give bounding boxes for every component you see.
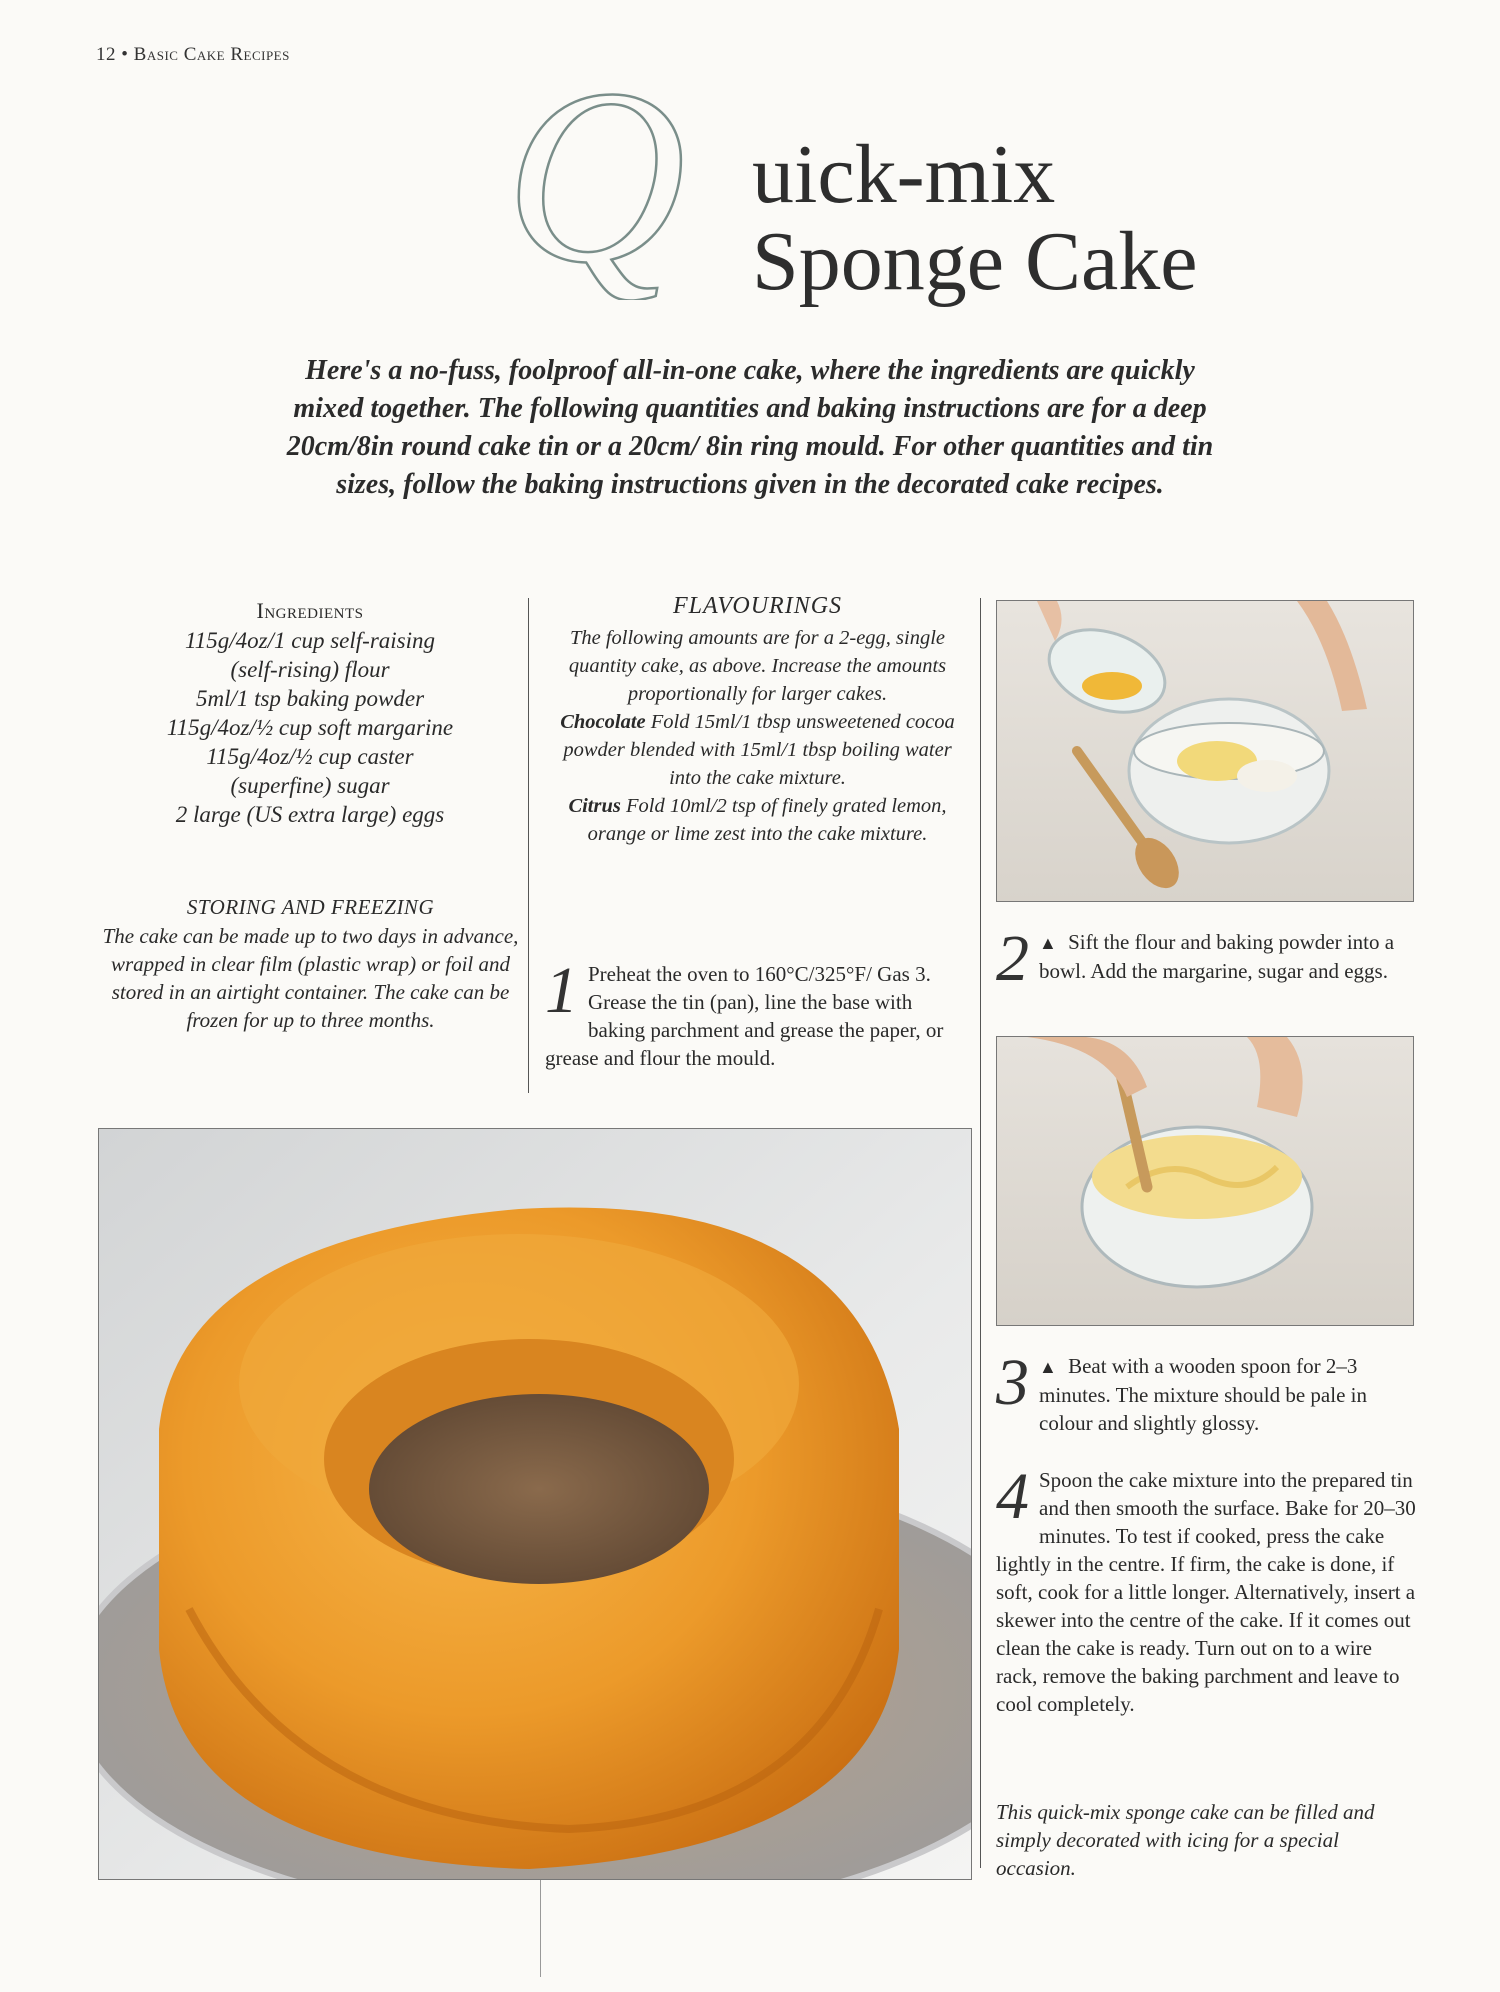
arrow-up-icon: ▲: [1039, 933, 1057, 953]
step-text: Spoon the cake mixture into the prepared tin and then smooth the surface. Bake for 20–30 minutes. To test if cooked, press the cake lightly in the centre. If firm, the cake is done, if soft, cook for a little longer. Alternatively, insert a skewer into the centre of the cake. If it comes out clean the cake is ready. Turn out on to a wire rack, remove the baking parchment and leave to cool completely.: [996, 1468, 1416, 1716]
flavourings-intro: The following amounts are for a 2-egg, single quantity cake, as above. Increase the amounts proportionally for larger cakes.: [568, 627, 947, 705]
drop-cap-letter: Q: [505, 70, 686, 300]
step-number: 3: [996, 1346, 1029, 1419]
column-divider: [980, 598, 981, 1868]
storing-heading: STORING AND FREEZING: [186, 895, 435, 919]
step-4: [996, 1460, 1418, 1718]
step-2: [996, 922, 1416, 995]
ingredient-item: 115g/4oz/1 cup self-raising: [184, 628, 435, 653]
flavourings-panel: [545, 593, 970, 848]
gutter-mark: [540, 1877, 541, 1977]
storing-text: The cake can be made up to two days in advance, wrapped in clear film (plastic wrap) or foil and stored in an airtight container. The cake can be frozen for up to three months.: [102, 924, 519, 1032]
flavour-citrus: [545, 792, 970, 848]
arrow-up-icon: ▲: [1039, 1357, 1057, 1377]
ingredient-item: 2 large (US extra large) eggs: [175, 802, 445, 827]
page-number: 12: [96, 44, 116, 65]
title-drop-cap: [495, 70, 725, 300]
ingredients-list: [100, 626, 520, 829]
ingredients-panel: [100, 598, 520, 829]
storing-panel: [98, 895, 523, 1034]
page-title-line-1: uick-mix: [752, 128, 1056, 221]
step-number: 4: [996, 1460, 1029, 1533]
flavour-chocolate: [545, 708, 970, 792]
ingredient-item: 5ml/1 tsp baking powder: [195, 686, 425, 711]
step-number: 1: [545, 954, 578, 1027]
column-divider: [528, 598, 529, 1093]
flavour-label: Citrus: [568, 795, 621, 817]
flavour-text: Fold 15ml/1 tbsp unsweetened cocoa powder blended with 15ml/1 tbsp boiling water into the cake mixture.: [563, 711, 955, 789]
step-text: Sift the flour and baking powder into a bowl. Add the margarine, sugar and eggs.: [1039, 930, 1395, 983]
photo-caption: This quick-mix sponge cake can be filled and simply decorated with icing for a special occasion.: [996, 1800, 1375, 1880]
step-2-photo: [996, 600, 1414, 902]
ingredients-heading: Ingredients: [256, 598, 364, 623]
page-header: [96, 44, 290, 66]
header-bullet: •: [121, 44, 129, 65]
step-text: Beat with a wooden spoon for 2–3 minutes. The mixture should be pale in colour and slightly glossy.: [1039, 1354, 1367, 1435]
ingredient-item: 115g/4oz/½ cup caster: [206, 744, 414, 769]
step-1: [545, 954, 970, 1072]
step-3-photo: [996, 1036, 1414, 1326]
flavourings-heading: FLAVOURINGS: [672, 593, 843, 619]
page-title-line-2: Sponge Cake: [752, 215, 1198, 308]
step-3: [996, 1346, 1416, 1437]
step-text: Preheat the oven to 160°C/325°F/ Gas 3. Grease the tin (pan), line the base with baking parchment and grease the paper, or grease and flour the mould.: [545, 962, 944, 1070]
ingredient-item: (self-rising) flour: [230, 657, 390, 682]
intro-paragraph: [280, 352, 1220, 504]
intro-text: Here's a no-fuss, foolproof all-in-one cake, where the ingredients are quickly mixed together. The following quantities and baking instructions are for a deep 20cm/8in round cake tin or a 20cm/ 8in ring mould. For other quantities and tin sizes, follow the baking instructions given in the decorated cake recipes.: [286, 355, 1214, 500]
section-title: Basic Cake Recipes: [133, 44, 290, 65]
ingredient-item: 115g/4oz/½ cup soft margarine: [166, 715, 454, 740]
flavour-label: Chocolate: [560, 711, 646, 733]
ring-cake-photo: [98, 1128, 972, 1880]
flavour-text: Fold 10ml/2 tsp of finely grated lemon, orange or lime zest into the cake mixture.: [587, 795, 947, 845]
ingredient-item: (superfine) sugar: [230, 773, 390, 798]
step-number: 2: [996, 922, 1029, 995]
